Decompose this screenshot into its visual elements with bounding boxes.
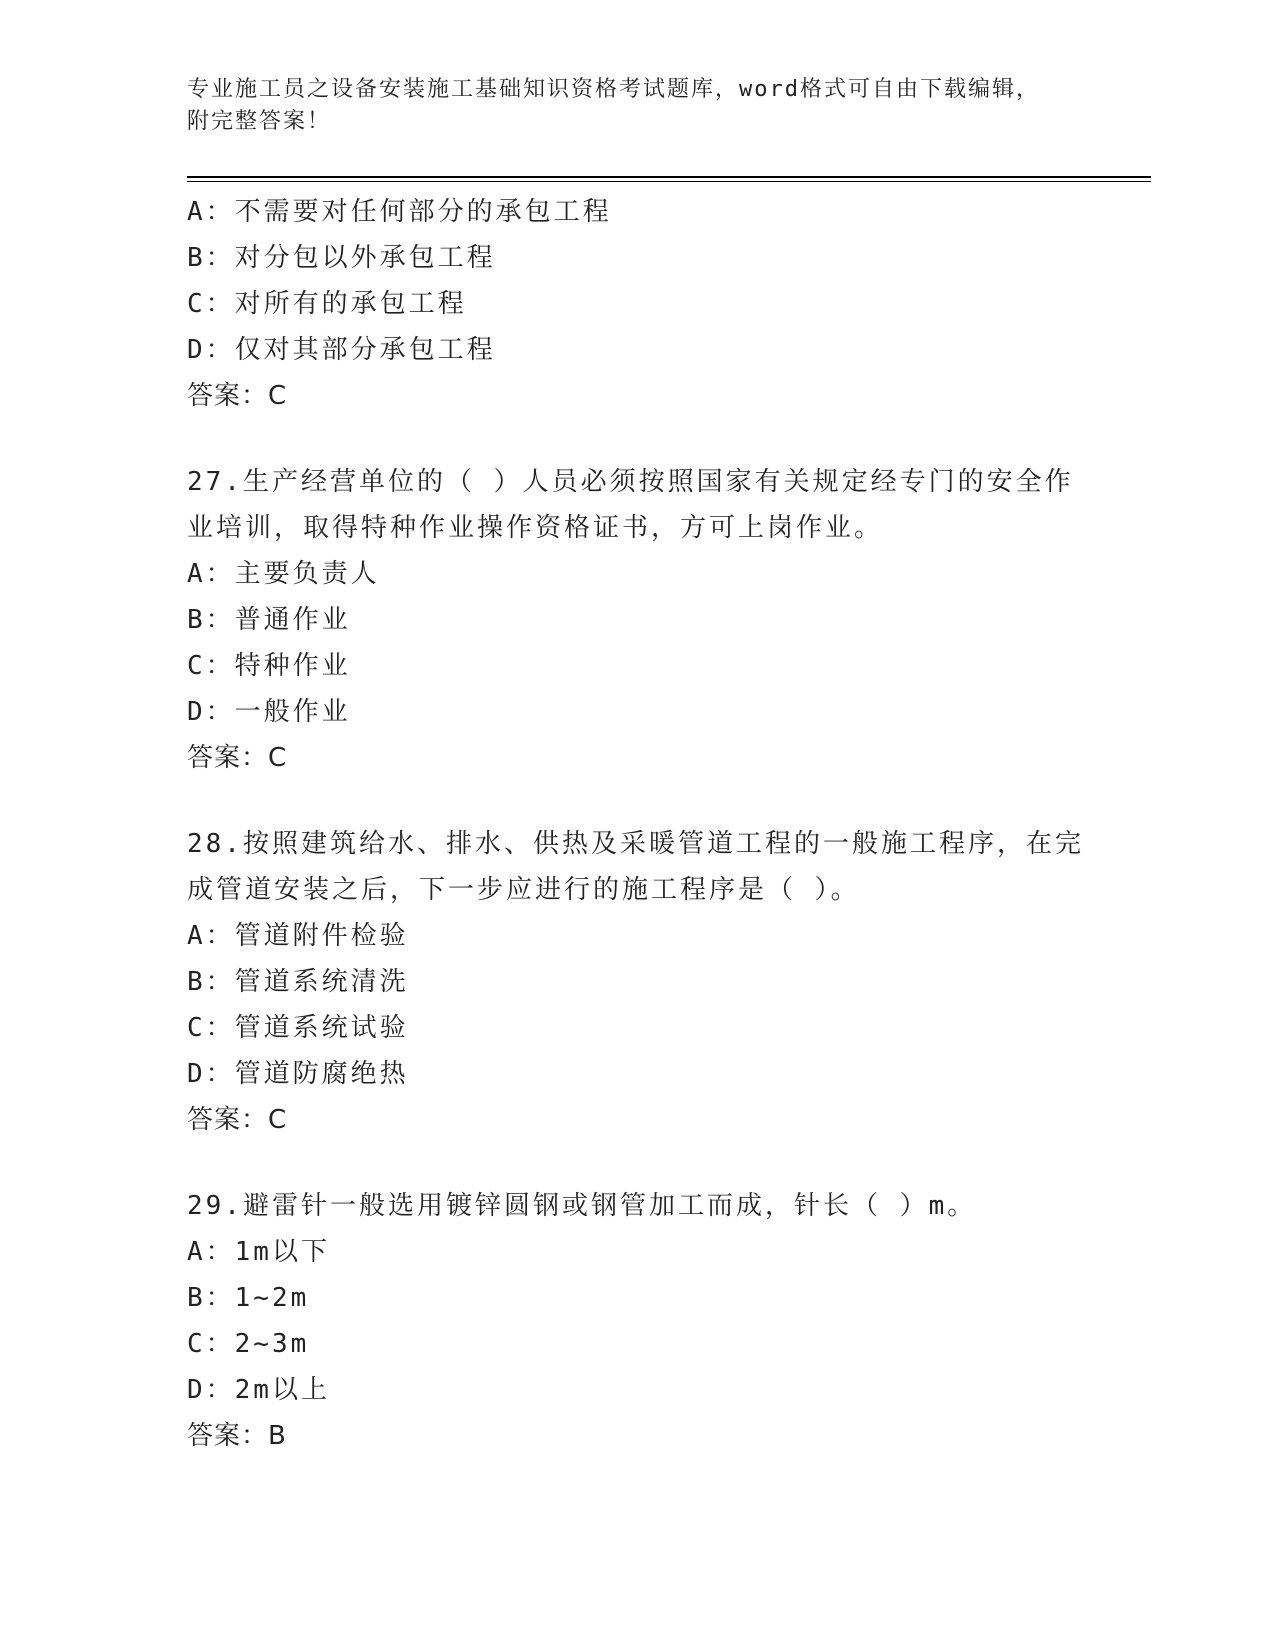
answer-line: 答案：C xyxy=(187,1105,288,1135)
document-header xyxy=(187,74,1087,138)
option-c: C：2~3m xyxy=(187,1329,310,1359)
question-text-line: 27.生产经营单位的（ ）人员必须按照国家有关规定经专门的安全作 xyxy=(187,467,1074,497)
header-line-2: 附完整答案！ xyxy=(187,109,332,134)
question-text-line: 28.按照建筑给水、排水、供热及采暖管道工程的一般施工程序，在完 xyxy=(187,829,1084,859)
option-d: D：2m以上 xyxy=(187,1375,330,1405)
option-c: C：对所有的承包工程 xyxy=(187,289,467,319)
question-text-line: 29.避雷针一般选用镀锌圆钢或钢管加工而成，针长（ ）m。 xyxy=(187,1191,977,1221)
option-b: B：对分包以外承包工程 xyxy=(187,243,496,273)
question-block xyxy=(187,189,1087,419)
question-block xyxy=(187,1183,1087,1459)
question-text-line: 业培训，取得特种作业操作资格证书，方可上岗作业。 xyxy=(187,513,884,543)
option-d: D：管道防腐绝热 xyxy=(187,1059,409,1089)
option-a: A：1m以下 xyxy=(187,1237,330,1267)
option-b: B：管道系统清洗 xyxy=(187,967,409,997)
option-c: C：管道系统试验 xyxy=(187,1013,409,1043)
option-c: C：特种作业 xyxy=(187,651,351,681)
option-a: A：管道附件检验 xyxy=(187,921,409,951)
option-d: D：仅对其部分承包工程 xyxy=(187,335,496,365)
answer-line: 答案：C xyxy=(187,743,288,773)
question-text-line: 成管道安装之后，下一步应进行的施工程序是（ ）。 xyxy=(187,875,860,905)
option-a: A：主要负责人 xyxy=(187,559,380,589)
header-divider xyxy=(187,176,1151,182)
question-list xyxy=(187,189,1087,1459)
option-b: B：1~2m xyxy=(187,1283,310,1313)
option-d: D：一般作业 xyxy=(187,697,351,727)
answer-line: 答案：B xyxy=(187,1421,287,1451)
option-b: B：普通作业 xyxy=(187,605,351,635)
question-block xyxy=(187,459,1087,781)
answer-line: 答案：C xyxy=(187,381,288,411)
header-line-1: 专业施工员之设备安装施工基础知识资格考试题库，word格式可自由下载编辑， xyxy=(187,77,1040,102)
option-a: A：不需要对任何部分的承包工程 xyxy=(187,197,612,227)
question-block xyxy=(187,821,1087,1143)
